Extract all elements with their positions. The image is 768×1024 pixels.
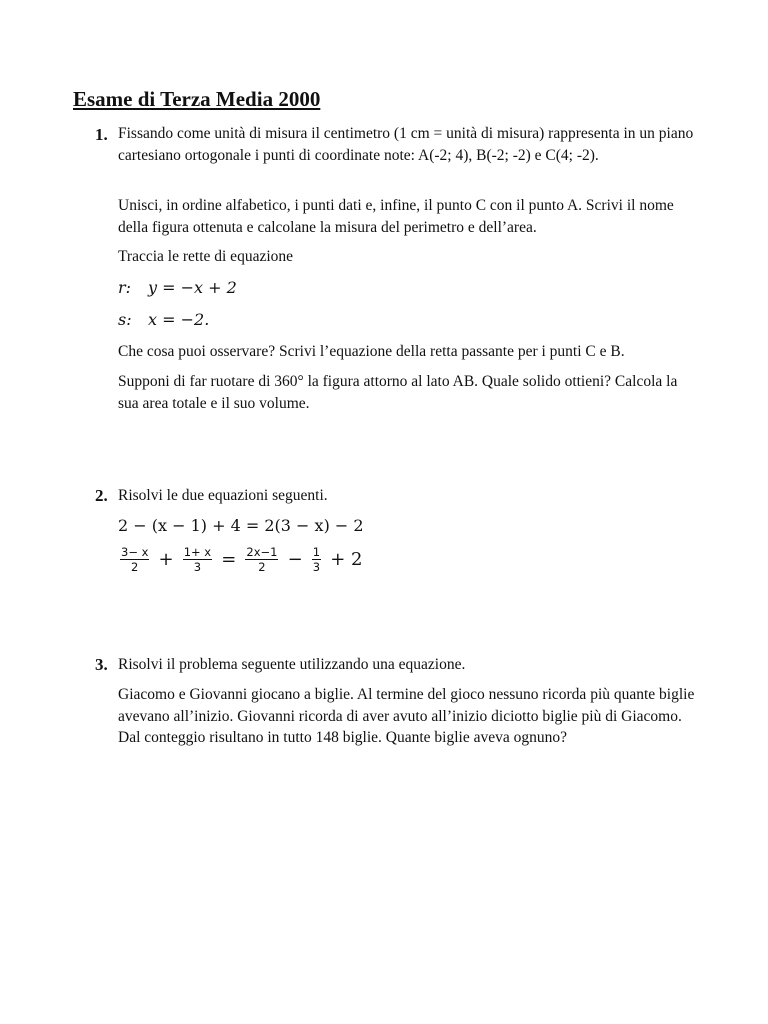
exercise-paragraph: Risolvi le due equazioni seguenti.: [118, 487, 328, 504]
equation-text: y = −x + 2: [148, 278, 237, 297]
line-label: r:: [118, 278, 132, 297]
exercise-paragraph: Giacomo e Giovanni giocano a biglie. Al termine del gioco nessuno ricorda più quante biglie avevano all’inizio. Giovanni ricorda di aver avuto all’inizio diciotto biglie più di Giacomo. Dal conteggio risultano in tutto 148 biglie. Quante biglie aveva ognuno?: [118, 686, 695, 746]
page-title: Esame di Terza Media 2000: [73, 87, 321, 111]
operator: −: [287, 549, 303, 570]
fraction-numerator: 1+ x: [183, 545, 212, 559]
equation-2: [118, 546, 364, 574]
exercise-paragraph: Risolvi il problema seguente utilizzando una equazione.: [118, 656, 466, 673]
exercise-paragraph: Traccia le rette di equazione: [118, 248, 294, 265]
fraction-numerator: 1: [312, 545, 321, 559]
fraction-denominator: 2: [131, 560, 139, 574]
exercise-paragraph: Fissando come unità di misura il centimetro (1 cm = unità di misura) rappresenta in un piano cartesiano ortogonale i punti di coordinate note: A(-2; 4), B(-2; -2) e C(4; -2).: [118, 125, 694, 164]
fraction-denominator: 3: [193, 560, 202, 574]
line-equation-s: [118, 309, 209, 331]
exercise-number: 2.: [95, 486, 108, 505]
operator: =: [221, 549, 237, 570]
line-label: s:: [118, 310, 132, 329]
equation-tail: + 2: [330, 549, 363, 570]
equation-text: x = −2.: [148, 310, 210, 329]
equation-1: 2 − (x − 1) + 4 = 2(3 − x) − 2: [118, 516, 364, 535]
exercise-number: 1.: [95, 125, 108, 144]
exercise-paragraph: Supponi di far ruotare di 360° la figura attorno al lato AB. Quale solido ottieni? Calcola la sua area totale e il suo volume.: [118, 373, 678, 412]
fraction-denominator: 2: [258, 560, 266, 574]
operator: +: [158, 549, 174, 570]
fraction-numerator: 2x−1: [246, 545, 278, 559]
fraction-denominator: 3: [312, 560, 321, 574]
exercise-paragraph: Che cosa puoi osservare? Scrivi l’equazione della retta passante per i punti C e B.: [118, 343, 625, 360]
fraction: [245, 546, 278, 574]
fraction: [183, 546, 212, 574]
fraction: [312, 546, 321, 574]
exercise-number: 3.: [95, 655, 108, 674]
exercise-paragraph: Unisci, in ordine alfabetico, i punti dati e, infine, il punto C con il punto A. Scrivi il nome della figura ottenuta e calcolane la misura del perimetro e dell’area.: [118, 197, 674, 236]
line-equation-r: [118, 277, 237, 299]
fraction-numerator: 3− x: [121, 545, 149, 559]
fraction: [120, 546, 149, 574]
